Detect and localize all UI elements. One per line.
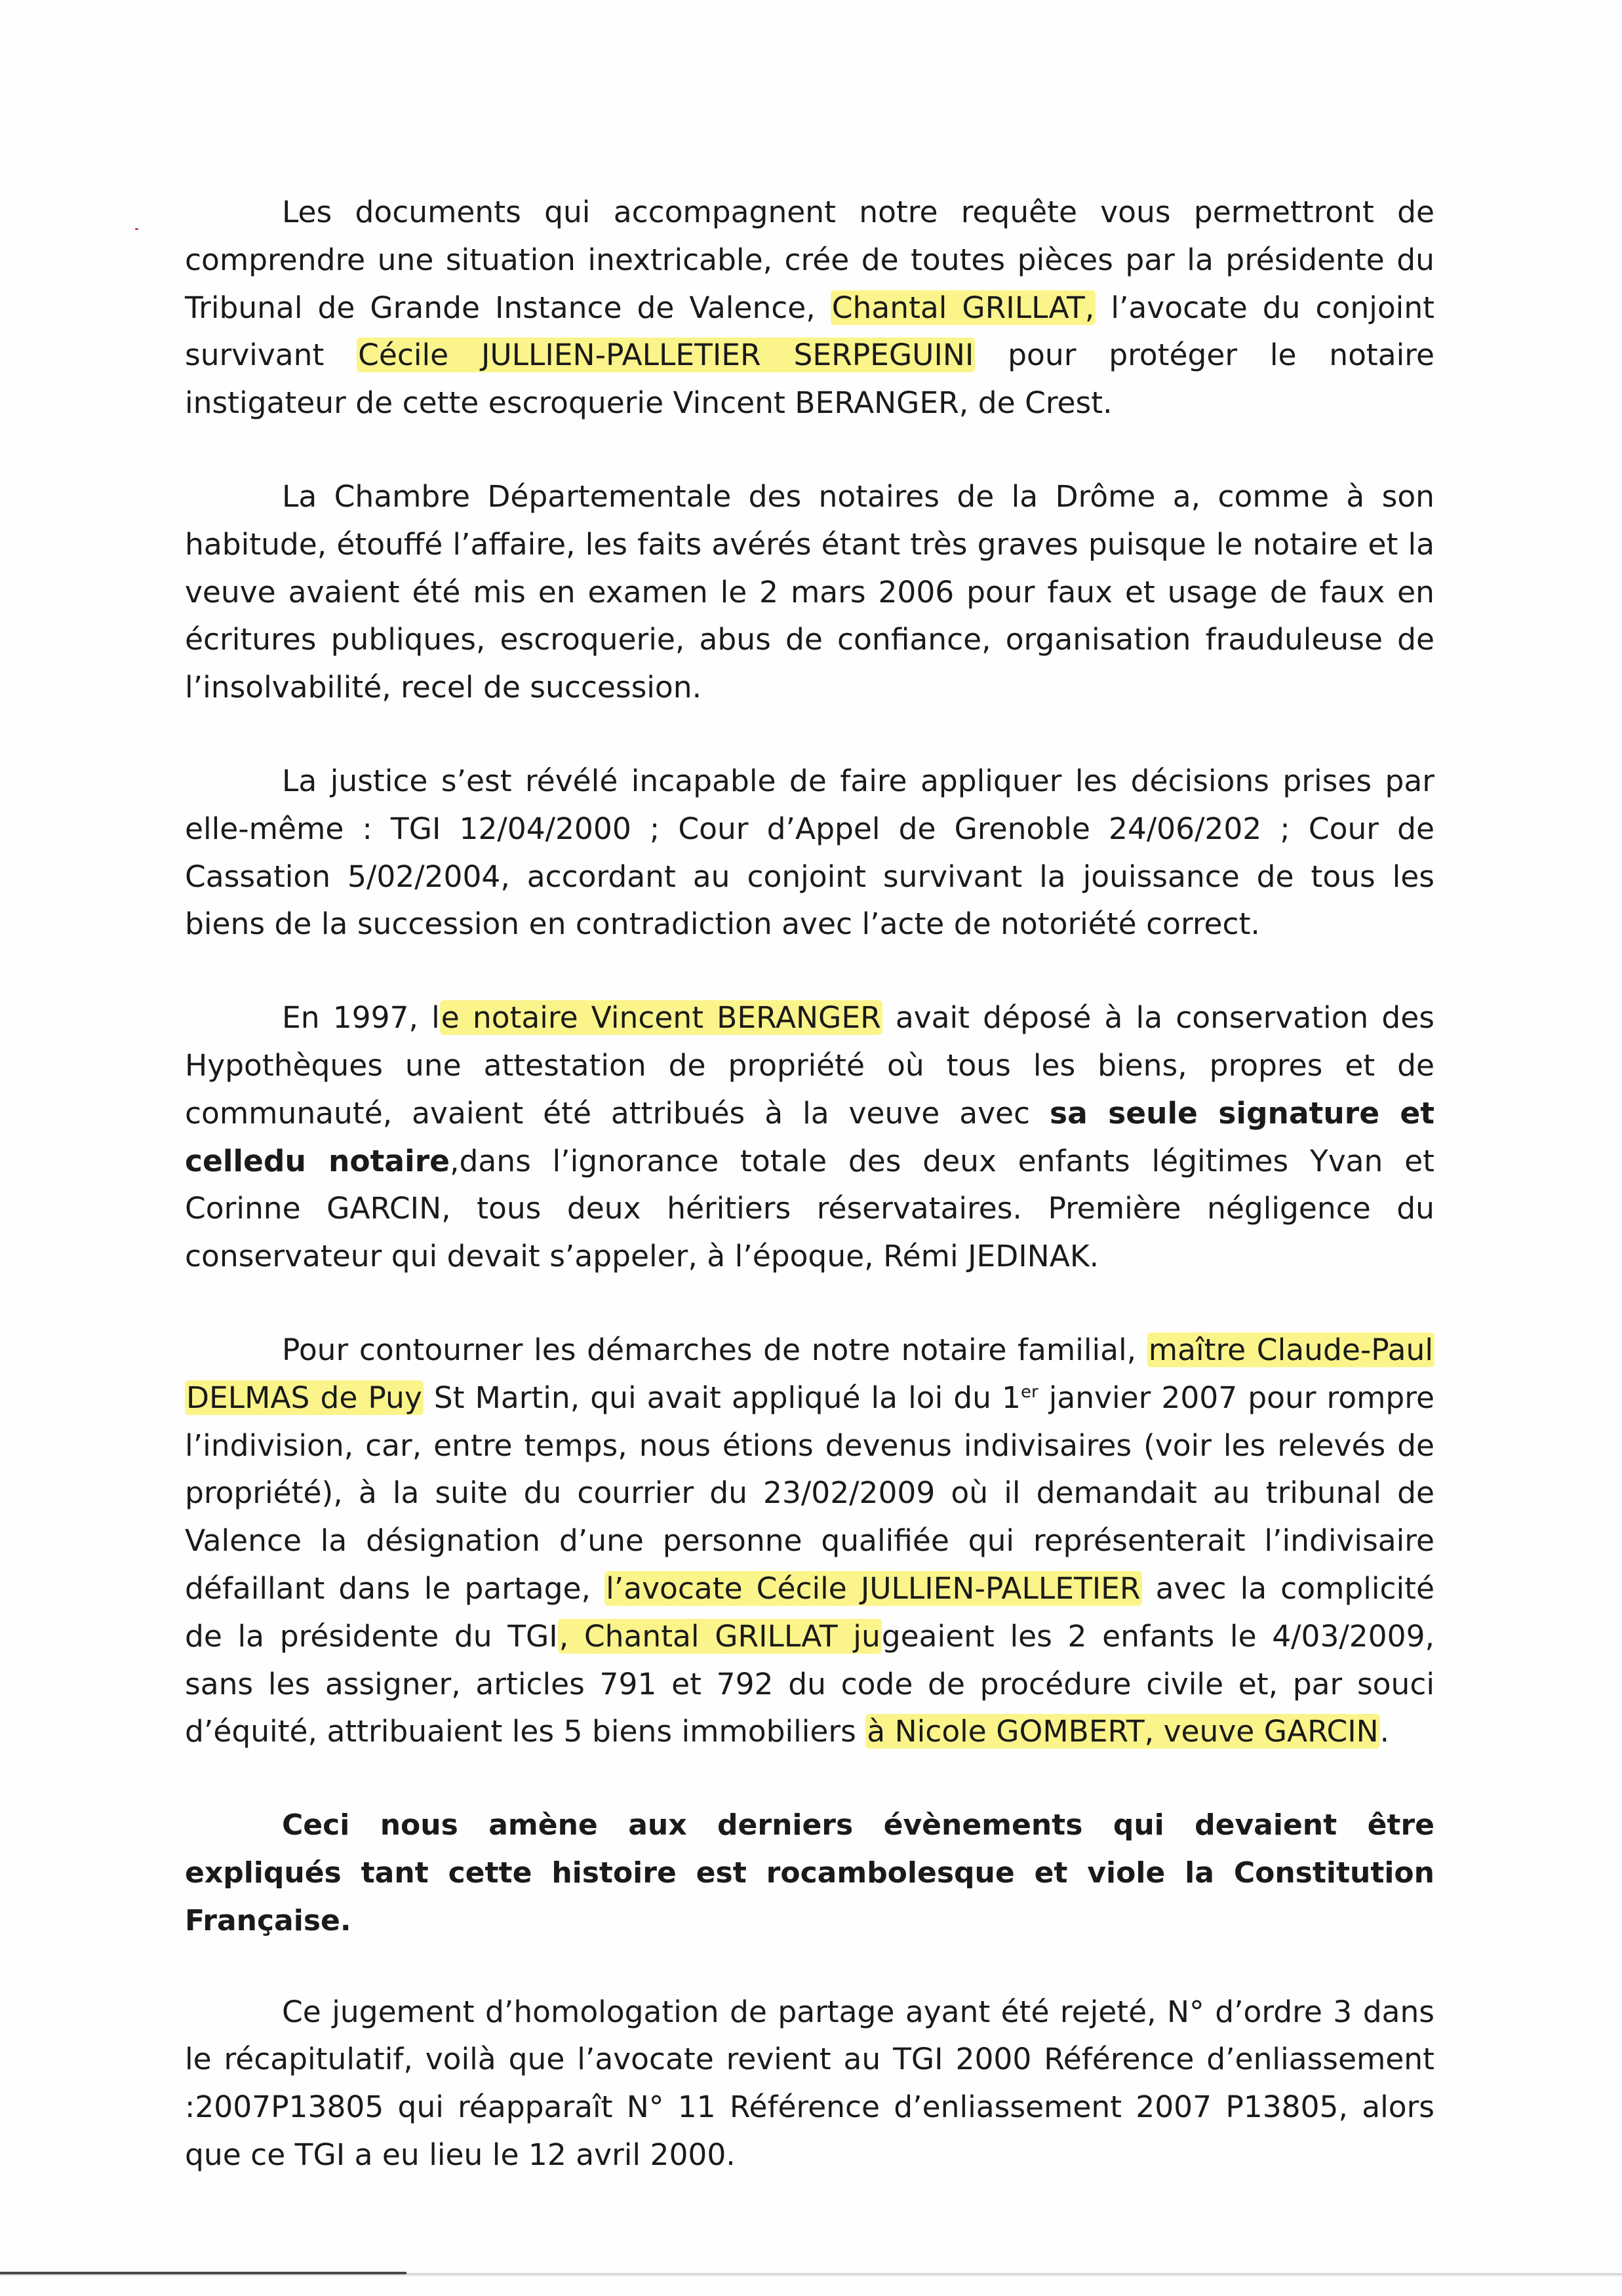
bold-text: sa seule signature et celledu notaire bbox=[185, 1095, 1435, 1178]
paragraph-7 bbox=[185, 1989, 1434, 2179]
text-run: Ce jugement d’homologation de partage ayant été rejeté, N° d’ordre 3 dans le récapitulatif, voilà que l’avocate revient au TGI 2000 Référence d’enliassement :2007P13805 qui réapparaît N° 11 Référence d’enliassement 2007 P13805, alors que ce TGI a eu lieu le 12 avril 2000. bbox=[185, 1994, 1434, 2172]
text-run: geaient les 2 enfants le 4/03/2009, sans les assigner, articles 791 et 792 du code de procédure civile et, par souci d’équité, attribuaient les 5 biens immobiliers bbox=[185, 1618, 1434, 1749]
text-run: La Chambre Départementale des notaires de la Drôme a, comme à son habitude, étouffé l’affaire, les faits avérés étant très graves puisque le notaire et la veuve avaient été mis en examen le 2 mars 2006 pour faux et usage de faux en écritures publiques, escroquerie, abus de confiance, organisation frauduleuse de l’insolvabilité, recel de succession. bbox=[185, 478, 1434, 705]
text-run: avec la complicité de la présidente du TGI bbox=[185, 1570, 1435, 1654]
text-run: St Martin, qui avait appliqué la loi du 1 bbox=[423, 1380, 1021, 1415]
highlighted-text: , Chantal GRILLAT ju bbox=[559, 1618, 880, 1654]
highlighted-text: l’avocate Cécile JULLIEN-PALLETIER bbox=[606, 1570, 1141, 1606]
text-run: Pour contourner les démarches de notre notaire familial, bbox=[282, 1332, 1147, 1367]
paragraph-3 bbox=[185, 758, 1434, 948]
highlighted-text: Chantal GRILLAT, bbox=[831, 290, 1095, 325]
highlighted-text: maître Claude-Paul DELMAS de Puy bbox=[186, 1332, 1433, 1415]
text-run: . bbox=[1379, 1714, 1390, 1749]
scan-bottom-edge-shadow bbox=[0, 2272, 406, 2274]
highlighted-text: à Nicole GOMBERT, veuve GARCIN bbox=[867, 1714, 1379, 1749]
highlighted-text: Cécile JULLIEN-PALLETIER SERPEGUINI bbox=[358, 338, 974, 373]
paragraph-6 bbox=[185, 1802, 1434, 1945]
text-run: La justice s’est révélé incapable de faire appliquer les décisions prises par elle-même : TGI 12/04/2000 ; Cour d’Appel de Grenoble 24/06/202 ; Cour de Cassation 5/02/2004, accordant au conjoint survivant la jouissance de tous les biens de la succession en contradiction avec l’acte de notoriété correct. bbox=[185, 763, 1434, 942]
letter-body bbox=[185, 189, 1434, 2225]
text-run: avait déposé à la conservation des Hypothèques une attestation de propriété où tous les biens, propres et de communauté, avaient été attribués à la veuve avec bbox=[185, 1000, 1434, 1131]
superscript-text: er bbox=[1020, 1382, 1038, 1402]
text-run: Les documents qui accompagnent notre requête vous permettront de comprendre une situation inextricable, crée de toutes pièces par la présidente du Tribunal de Grande Instance de Valence, bbox=[185, 195, 1434, 325]
text-run: ,dans l’ignorance totale des deux enfants légitimes Yvan et Corinne GARCIN, tous deux héritiers réservataires. Première négligence du conservateur qui devait s’appeler, à l’époque, Rémi JEDINAK. bbox=[185, 1143, 1434, 1274]
text-run: pour protéger le notaire instigateur de cette escroquerie Vincent BERANGER, de Crest. bbox=[185, 338, 1434, 421]
text-run: Ceci nous amène aux derniers évènements qui devaient être expliqués tant cette histoire est rocambolesque et viole la Constitution Française. bbox=[185, 1808, 1434, 1937]
text-run: janvier 2007 pour rompre l’indivision, car, entre temps, nous étions devenus indivisaires (voir les relevés de propriété), à la suite du courrier du 23/02/2009 où il demandait au tribunal de Valence la désignation d’une personne qualifiée qui représenterait l’indivisaire défaillant dans le partage, bbox=[185, 1380, 1434, 1606]
text-run: l’avocate du conjoint survivant bbox=[185, 290, 1434, 373]
paragraph-5 bbox=[185, 1327, 1434, 1756]
paragraph-1 bbox=[185, 189, 1434, 427]
paragraph-2 bbox=[185, 473, 1434, 712]
paragraph-4 bbox=[185, 994, 1434, 1281]
highlighted-text: e notaire Vincent BERANGER bbox=[441, 1000, 881, 1036]
text-run: En 1997, l bbox=[282, 1000, 440, 1036]
scan-speck bbox=[135, 228, 138, 230]
